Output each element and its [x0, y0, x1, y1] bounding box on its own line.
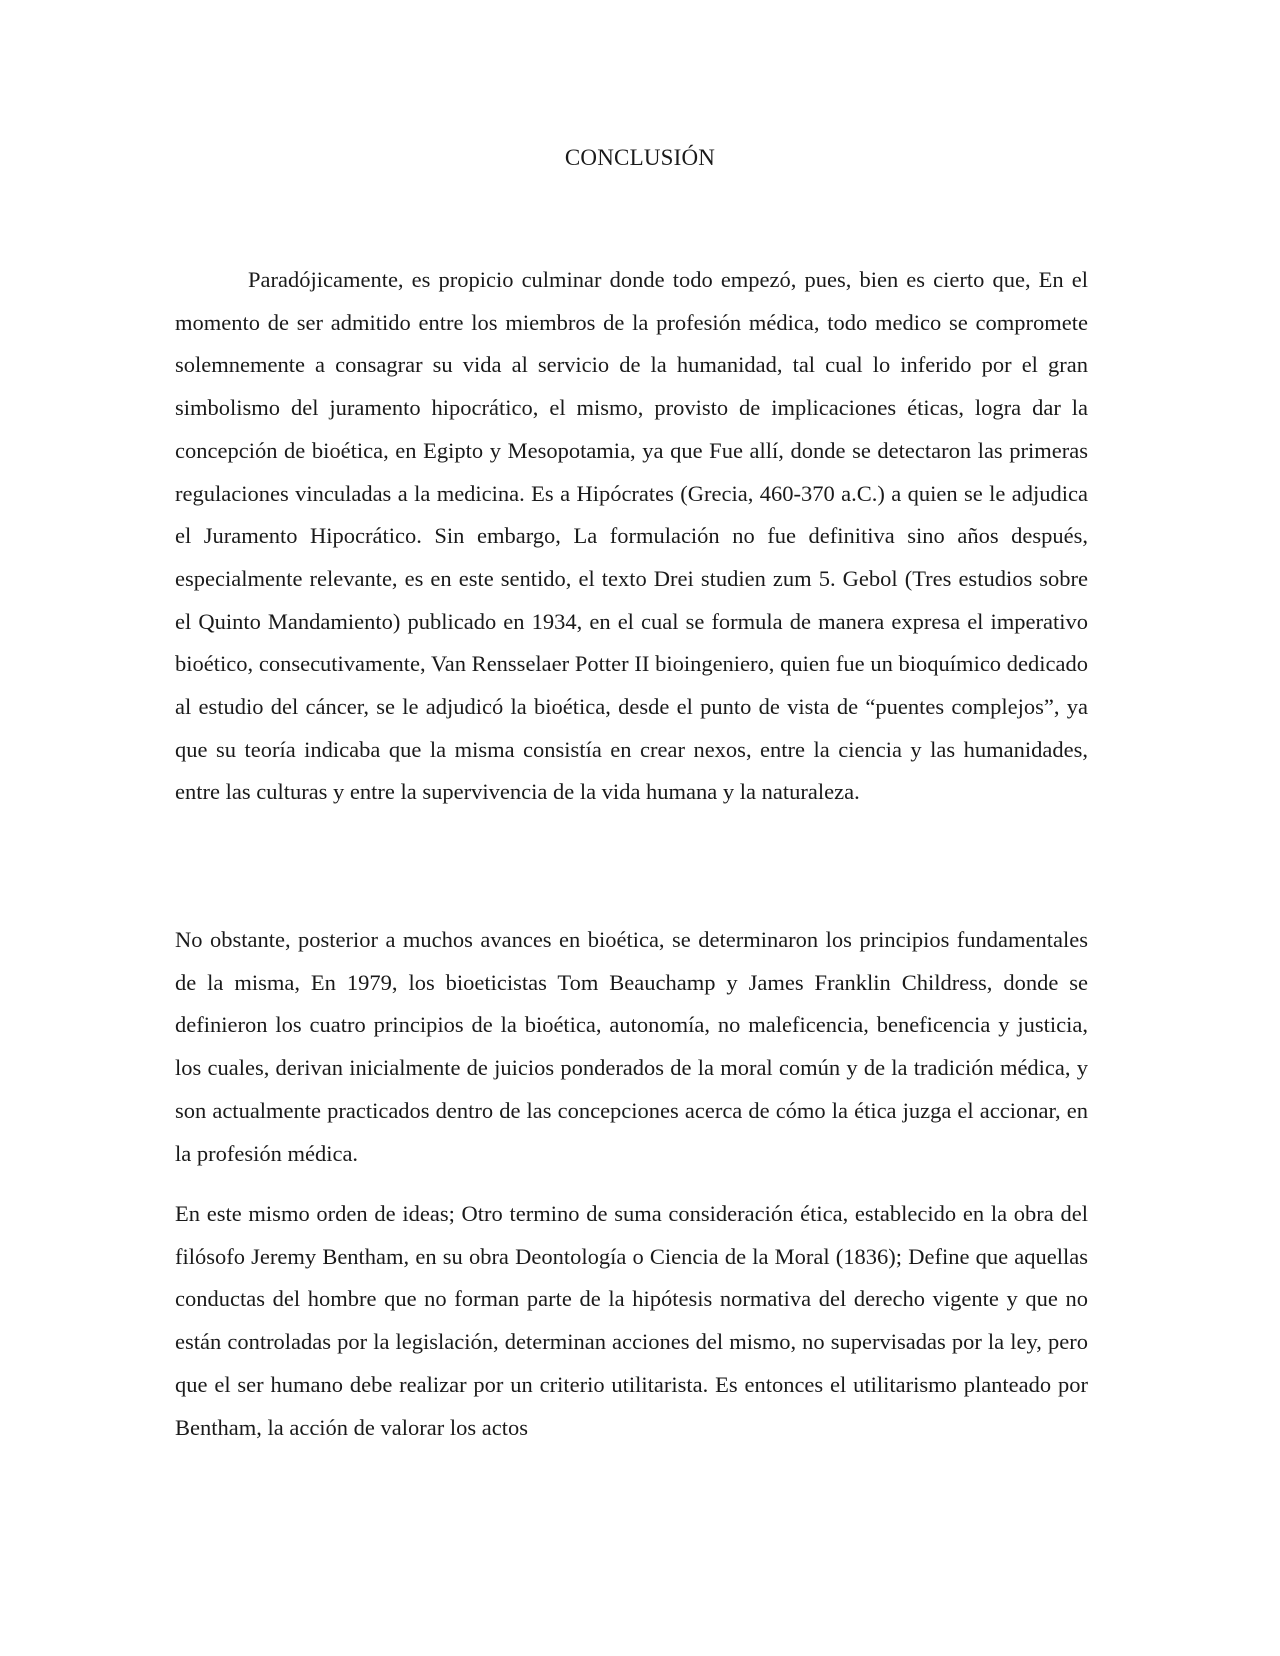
paragraph-2 — [175, 919, 1088, 1175]
paragraph-1-text: Paradójicamente, es propicio culminar donde todo empezó, pues, bien es cierto que, En el momento de ser admitido entre los miembros de la profesión médica, todo medico se compromete solemnemente a consagrar su vida al servicio de la humanidad, tal cual lo inferido por el gran simbolismo del juramento hipocrático, el mismo, provisto de implicaciones éticas, logra dar la concepción de bioética, en Egipto y Mesopotamia, ya que Fue allí, donde se detectaron las primeras regulaciones vinculadas a la medicina. Es a Hipócrates (Grecia, 460-370 a.C.) a quien se le adjudica el Juramento Hipocrático. Sin embargo, La formulación no fue definitiva sino años después, especialmente relevante, es en este sentido, el texto Drei studien zum 5. Gebol (Tres estudios sobre el Quinto Mandamiento) publicado en 1934, en el cual se formula de manera expresa el imperativo bioético, consecutivamente, Van Rensselaer Potter II bioingeniero, quien fue un bioquímico dedicado al estudio del cáncer, se le adjudicó la bioética, desde el punto de vista de “puentes complejos”, ya que su teoría indicaba que la misma consistía en crear nexos, entre la ciencia y las humanidades, entre las culturas y entre la supervivencia de la vida humana y la naturaleza. — [175, 267, 1088, 805]
paragraph-2-text: No obstante, posterior a muchos avances en bioética, se determinaron los principios fundamentales de la misma, En 1979, los bioeticistas Tom Beauchamp y James Franklin Childress, donde se definieron los cuatro principios de la bioética, autonomía, no maleficencia, beneficencia y justicia, los cuales, derivan inicialmente de juicios ponderados de la moral común y de la tradición médica, y son actualmente practicados dentro de las concepciones acerca de cómo la ética juzga el accionar, en la profesión médica. — [175, 927, 1088, 1166]
page-title: CONCLUSIÓN — [564, 145, 716, 170]
paragraph-1 — [175, 259, 1088, 814]
paragraph-3-text: En este mismo orden de ideas; Otro termino de suma consideración ética, establecido en la obra del filósofo Jeremy Bentham, en su obra Deontología o Ciencia de la Moral (1836); Define que aquellas conductas del hombre que no forman parte de la hipótesis normativa del derecho vigente y que no están controladas por la legislación, determinan acciones del mismo, no supervisadas por la ley, pero que el ser humano debe realizar por un criterio utilitarista. Es entonces el utilitarismo planteado por Bentham, la acción de valorar los actos — [175, 1201, 1088, 1440]
paragraph-3 — [175, 1193, 1088, 1449]
